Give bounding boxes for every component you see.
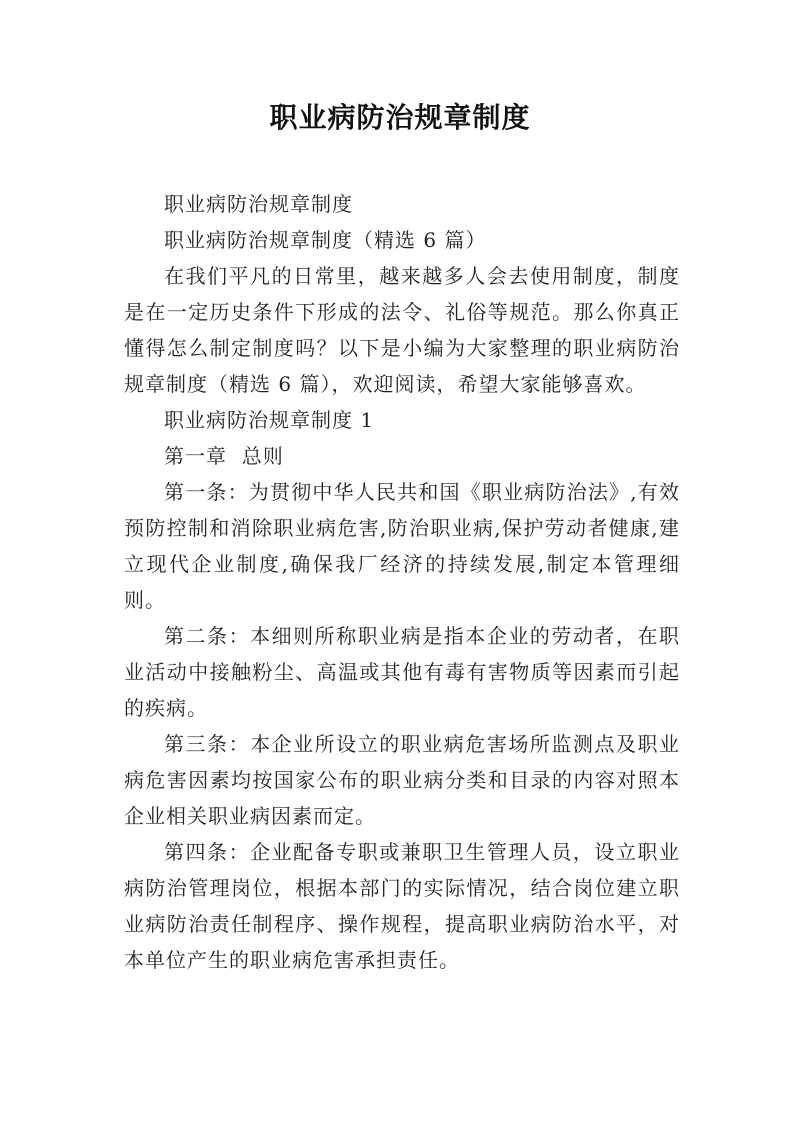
document-title: 职业病防治规章制度 bbox=[269, 101, 531, 134]
paragraph-heading: 职业病防治规章制度 bbox=[164, 192, 353, 216]
document-body bbox=[124, 186, 680, 978]
article-4: 第四条：企业配备专职或兼职卫生管理人员，设立职业病防治管理岗位，根据本部门的实际情况，结合岗位建立职业病防治责任制程序、操作规程，提高职业病防治水平，对本单位产生的职业病危害承担责任。 bbox=[124, 840, 680, 972]
paragraph-subtitle: 职业病防治规章制度（精选 6 篇） bbox=[164, 228, 487, 252]
article-3: 第三条：本企业所设立的职业病危害场所监测点及职业病危害因素均按国家公布的职业病分类和目录的内容对照本企业相关职业病因素而定。 bbox=[124, 732, 680, 828]
chapter-heading: 第一章 总则 bbox=[164, 444, 284, 468]
article-1: 第一条：为贯彻中华人民共和国《职业病防治法》,有效预防控制和消除职业病危害,防治职业病,保护劳动者健康,建立现代企业制度,确保我厂经济的持续发展,制定本管理细则。 bbox=[124, 480, 680, 612]
section-heading-1: 职业病防治规章制度 1 bbox=[164, 408, 375, 432]
article-2: 第二条：本细则所称职业病是指本企业的劳动者，在职业活动中接触粉尘、高温或其他有毒有害物质等因素而引起的疾病。 bbox=[124, 624, 680, 720]
paragraph-intro: 在我们平凡的日常里，越来越多人会去使用制度，制度是在一定历史条件下形成的法令、礼俗等规范。那么你真正懂得怎么制定制度吗？以下是小编为大家整理的职业病防治规章制度（精选 6 篇），欢迎阅读，希望大家能够喜欢。 bbox=[124, 264, 680, 396]
